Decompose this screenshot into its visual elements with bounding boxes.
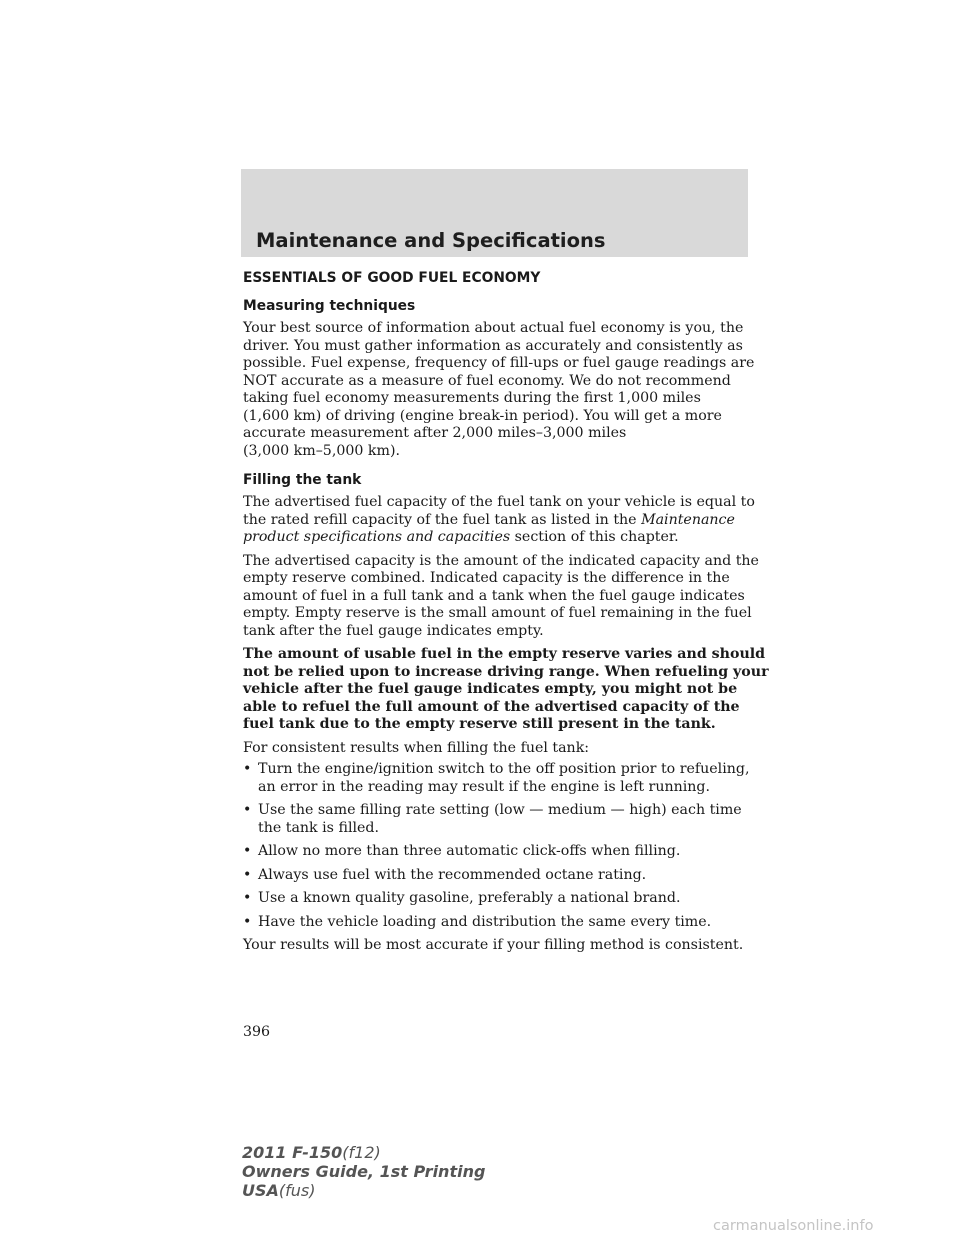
capacity-paragraph — [243, 494, 755, 547]
section-title: Maintenance and Specifications — [256, 229, 606, 252]
list-item — [243, 914, 748, 932]
text-line — [243, 529, 748, 547]
page-content — [243, 270, 769, 955]
filling-heading: Filling the tank — [243, 472, 362, 488]
bullet-icon: • — [243, 802, 252, 818]
list-item — [243, 843, 748, 861]
text-line: the tank is filled. — [258, 819, 380, 836]
text-line: empty. Empty reserve is the small amount of fuel remaining in the fuel — [243, 605, 752, 621]
text-line: taking fuel economy measurements during the first 1,000 miles — [243, 390, 701, 406]
text-line: Use a known quality gasoline, preferably a national brand. — [258, 890, 681, 906]
main-heading: ESSENTIALS OF GOOD FUEL ECONOMY — [243, 270, 541, 286]
text-line: The amount of usable fuel in the empty reserve varies and should — [243, 646, 766, 662]
text-line: not be relied upon to increase driving range. When refueling your — [243, 663, 769, 680]
text-line: driver. You must gather information as accurately and consistently as — [243, 337, 743, 354]
text-line — [243, 512, 748, 530]
text-line: (1,600 km) of driving (engine break-in period). You will get a more — [243, 407, 722, 424]
text-line: amount of fuel in a full tank and a tank when the fuel gauge indicates — [243, 587, 745, 604]
text-line: empty reserve combined. Indicated capacity is the difference in the — [243, 570, 730, 586]
text-line: Your best source of information about actual fuel economy is you, the — [243, 320, 744, 336]
footer-line — [242, 1162, 485, 1181]
text-line: NOT accurate as a measure of fuel economy. We do not recommend — [243, 372, 731, 389]
fueling-tips-list — [243, 761, 748, 931]
list-item — [243, 802, 748, 837]
page-number: 396 — [243, 1024, 271, 1040]
text-line: Always use fuel with the recommended octane rating. — [258, 866, 647, 883]
text-line: tank after the fuel gauge indicates empty. — [243, 622, 544, 639]
text-line: Turn the engine/ignition switch to the off position prior to refueling, — [258, 761, 750, 777]
list-item — [243, 867, 748, 885]
text-line: vehicle after the fuel gauge indicates empty, you might not be — [243, 681, 738, 697]
model-name: 2011 F-150 — [242, 1143, 343, 1162]
text-fragment: the rated refill capacity of the fuel tank as listed in the — [243, 511, 642, 528]
text-line: The advertised capacity is the amount of the indicated capacity and the — [243, 552, 759, 569]
text-line: able to refuel the full amount of the advertised capacity of the — [243, 698, 740, 715]
reserve-paragraph — [243, 552, 759, 641]
text-fragment: section of this chapter. — [510, 529, 679, 545]
list-item — [243, 890, 748, 908]
text-line: Allow no more than three automatic click-offs when filling. — [258, 843, 681, 859]
market-code: (fus) — [278, 1181, 316, 1200]
text-line: Have the vehicle loading and distribution the same every time. — [258, 913, 712, 930]
list-item — [243, 761, 748, 796]
bullet-icon: • — [243, 866, 252, 883]
text-line: possible. Fuel expense, frequency of fill-ups or fuel gauge readings are — [243, 355, 755, 371]
bullet-icon: • — [243, 761, 252, 777]
section-reference: Maintenance — [641, 511, 735, 528]
model-code: (f12) — [342, 1143, 381, 1162]
text-line: The advertised fuel capacity of the fuel tank on your vehicle is equal to — [243, 494, 755, 510]
text-line: accurate measurement after 2,000 miles–3,000 miles — [243, 425, 627, 441]
measuring-heading: Measuring techniques — [243, 298, 416, 314]
measuring-paragraph — [243, 320, 755, 460]
text-line: an error in the reading may result if the engine is left running. — [258, 778, 711, 795]
text-line: fuel tank due to the empty reserve still present in the tank. — [243, 716, 716, 732]
closing-paragraph: Your results will be most accurate if your filling method is consistent. — [243, 937, 744, 953]
section-header-band — [241, 169, 748, 257]
footer-line — [242, 1181, 485, 1200]
text-line: Use the same filling rate setting (low — medium — high) each time — [258, 802, 742, 818]
printing-info: Owners Guide, 1st Printing — [242, 1162, 486, 1181]
bullets-intro: For consistent results when filling the fuel tank: — [243, 739, 590, 756]
warning-paragraph — [243, 646, 769, 734]
bullet-icon: • — [243, 843, 252, 859]
bullet-icon: • — [243, 890, 252, 906]
section-reference: product specifications and capacities — [243, 529, 511, 545]
footer-line — [242, 1143, 485, 1162]
text-line: (3,000 km–5,000 km). — [243, 442, 401, 459]
document-footer — [242, 1143, 485, 1200]
bullet-icon: • — [243, 913, 252, 930]
market-name: USA — [242, 1181, 279, 1200]
watermark-text: carmanualsonline.info — [713, 1218, 874, 1234]
